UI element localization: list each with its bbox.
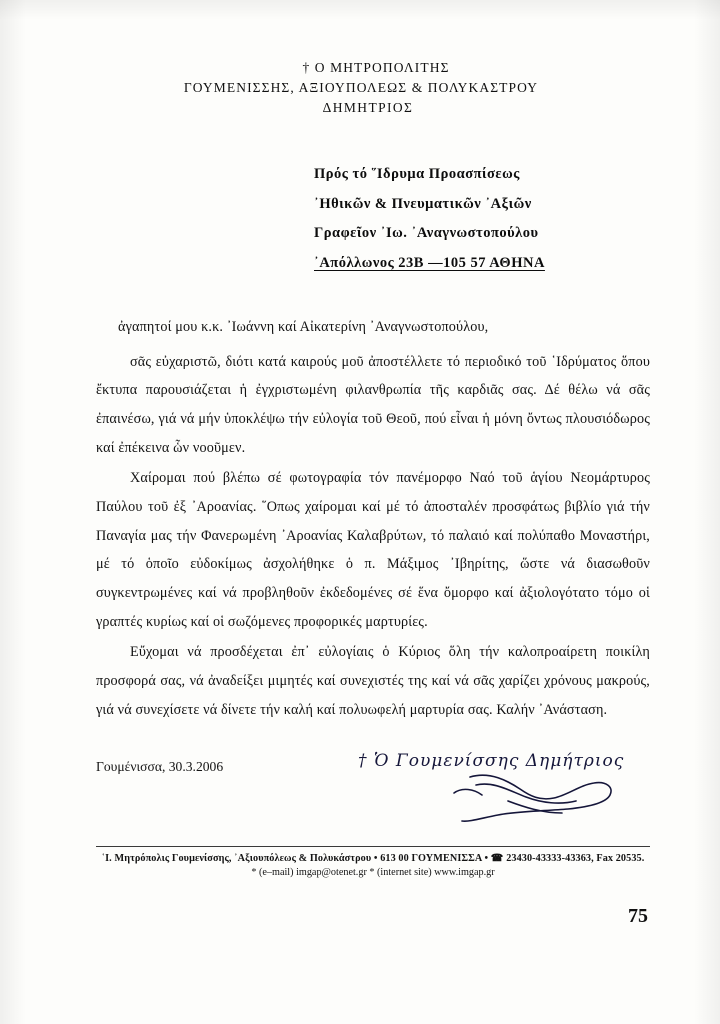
signature-flourish-icon [358, 771, 638, 829]
letterhead-line-1: † Ο ΜΗΤΡΟΠΟΛΙΤΗΣ [302, 60, 450, 75]
footer-divider [96, 846, 650, 847]
page-number: 75 [628, 905, 648, 927]
handwritten-signature [358, 751, 638, 823]
signature-block [96, 751, 650, 829]
letter-paragraph-3: Εὔχομαι νά προσδέχεται ἐπ᾿ εὐλογίαις ὁ Κύριος ὅλη τήν καλοπροαίρετη ποικίλη προσφορά σας, νά ἀναδείξει μιμητές καί συνεχιστές της καί νά σᾶς χαρίζει χρόνους μακρούς, γιά νά συνεχίσετε νά δίνετε τήν καλή καί πολυωφελή μαρτυρία σας. Καλήν ᾿Ανάσταση. [96, 644, 650, 718]
document-content [96, 60, 650, 829]
addressee-line-3: Γραφεῖον ᾿Ιω. ᾿Αναγνωστοπούλου [314, 225, 539, 242]
addressee-block [314, 160, 650, 279]
letter-paragraph-2: Χαίρομαι πού βλέπω σέ φωτογραφία τόν πανέμορφο Ναό τοῦ ἁγίου Νεομάρτυρος Παύλου τοῦ ἐξ ᾿Αροανίας. ῞Οπως χαίρομαι καί μέ τό ἀποσταλέν προσφάτως βιβλίο γιά τήν Παναγία μας τήν Φανερωμένη ᾿Αροανίας Καλαβρύτων, τό παλαιό καί πολύπαθο Μοναστήρι, μέ τό ὁποῖο εὐδοκίμως ἀσχολήθηκε ὁ π. Μάξιμος ᾿Ιβηρίτης, ὥστε νά διασωθοῦν συγκεντρωμένες καί νά προβληθοῦν ἐκδεδομένες σέ ἕνα ὄμορφο καί ἀξιολογότατο τόμο οἱ γραπτές κυρίως καί οἱ σωζόμενες προφορικές μαρτυρίες. [96, 470, 650, 630]
place-and-date: Γουμένισσα, 30.3.2006 [96, 758, 224, 774]
signature-text: † Ὁ Γουμενίσσης Δημήτριος [358, 750, 625, 771]
page-edge-shading-top [0, 0, 720, 20]
page-edge-shading-left [0, 0, 26, 1024]
letter-body [96, 313, 650, 725]
letterhead-line-2: ΓΟΥΜΕΝΙΣΣΗΣ, ΑΞΙΟΥΠΟΛΕΩΣ & ΠΟΛΥΚΑΣΤΡΟΥ [183, 80, 539, 95]
letter-paragraph-1: σᾶς εὐχαριστῶ, διότι κατά καιρούς μοῦ ἀποστέλλετε τό περιοδικό τοῦ ῾Ιδρύματος ὅπου ἔκτυπα παρουσιάζεται ἡ ἐγχριστωμένη φιλανθρωπία τῆς καρδιᾶς σας. Δέ θέλω νά σᾶς ἐπαινέσω, γιά νά μήν ὑποκλέψω τήν εὐλογία τοῦ Θεοῦ, πού εἶναι ἡ μόνη ὄντως πλουσιόδωρος καί ἐπέκεινα ὧν νοοῦμεν. [96, 353, 650, 456]
letterhead [96, 60, 650, 116]
footer-email-website-line: * (e–mail) imgap@otenet.gr * (internet site) www.imgap.gr [251, 867, 495, 878]
addressee-address: ᾿Απόλλωνος 23Β —105 57 ΑΘΗΝΑ [314, 255, 545, 272]
page-footer [96, 846, 650, 878]
page-edge-shading-right [694, 0, 720, 1024]
addressee-line-1: Πρός τό ῞Ιδρυμα Προασπίσεως [314, 166, 520, 182]
letter-greeting: ἀγαπητοί μου κ.κ. ᾿Ιωάννη καί Αἰκατερίνη ᾿Αναγνωστοπούλου, [118, 318, 489, 335]
letterhead-line-3: ΔΗΜΗΤΡΙΟΣ [322, 100, 414, 115]
footer-contact-line: ῾Ι. Μητρόπολις Γουμενίσσης, ᾿Αξιουπόλεως & Πολυκάστρου • 613 00 ΓΟΥΜΕΝΙΣΣΑ • ☎ 23430-43333-43363, Fax 20535. [101, 853, 645, 864]
addressee-line-2: ᾿Ηθικῶν & Πνευματικῶν ᾿Αξιῶν [314, 195, 532, 212]
